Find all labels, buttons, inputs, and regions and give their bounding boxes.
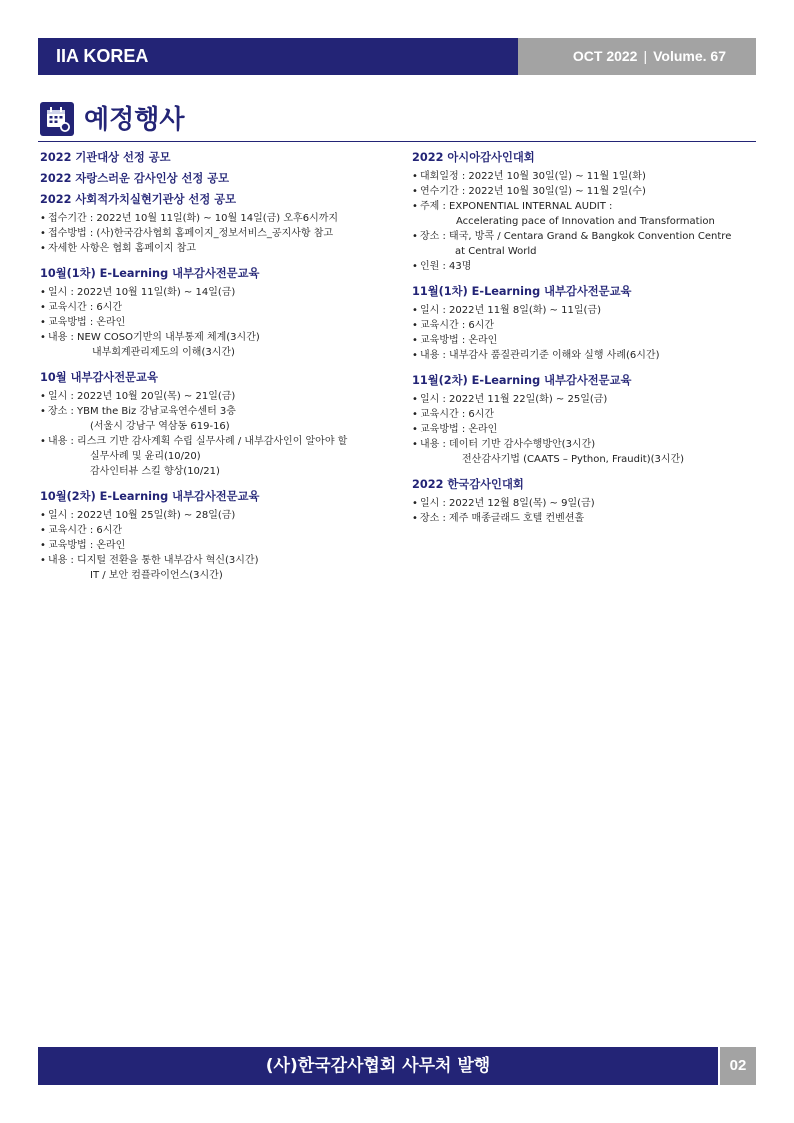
left-column [40,149,400,583]
list-item: • 일시 : 2022년 11월 22일(화) ~ 25일(금) [412,392,757,407]
publisher-label: (사)한국감사협회 사무처 발행 [38,1047,718,1085]
item-line: 전산감사기법 (CAATS – Python, Fraudit)(3시간) [462,454,685,465]
event-title-asia-conference: 2022 아시아감사인대회 [412,151,535,164]
item-line: • 내용 : 데이터 기반 감사수행방안(3시간) [420,439,596,450]
list-item: • 교육시간 : 6시간 [40,523,400,538]
item-line: IT / 보안 컴플라이언스(3시간) [90,570,223,581]
elearning-oct1-details [40,285,400,360]
list-item [40,434,400,479]
event-title-elearning-nov2: 11월(2차) E-Learning 내부감사전문교육 [412,374,632,387]
event-title-award-auditor: 2022 자랑스러운 감사인상 선정 공모 [40,172,230,185]
issue-separator: | [643,48,648,64]
list-item [40,553,400,583]
list-item: • 인원 : 43명 [412,259,757,274]
list-item: • 대회일정 : 2022년 10월 30일(일) ~ 11월 1일(화) [412,169,757,184]
section-divider [38,141,756,142]
list-item: • 일시 : 2022년 10월 25일(화) ~ 28일(금) [40,508,400,523]
issue-info [518,38,756,75]
korea-conference-details [412,496,757,526]
list-item: • 일시 : 2022년 12월 8일(목) ~ 9일(금) [412,496,757,511]
item-line: • 장소 : YBM the Biz 강남교육연수센터 3층 [48,406,236,417]
award-details [40,211,400,256]
list-item: • 일시 : 2022년 10월 20일(목) ~ 21일(금) [40,389,400,404]
item-line: 감사인터뷰 스킬 향상(10/21) [90,466,220,477]
asia-conference-details [412,169,757,274]
list-item: • 접수방법 : (사)한국감사협회 홈페이지_정보서비스_공지사항 참고 [40,226,400,241]
item-line: • 장소 : 태국, 방콕 / Centara Grand & Bangkok Convention Centre [420,231,732,242]
event-title-elearning-oct1: 10월(1차) E-Learning 내부감사전문교육 [40,267,260,280]
item-line: 내부회계관리제도의 이해(3시간) [92,347,235,358]
list-item: • 연수기간 : 2022년 10월 30일(일) ~ 11월 2일(수) [412,184,757,199]
list-item: • 교육방법 : 온라인 [40,315,400,330]
oct-course-details [40,389,400,479]
event-title-elearning-oct2: 10월(2차) E-Learning 내부감사전문교육 [40,490,260,503]
list-item: • 교육시간 : 6시간 [412,407,757,422]
item-line: • 주제 : EXPONENTIAL INTERNAL AUDIT : [420,201,613,212]
footer-bar [38,1047,756,1085]
item-line: • 내용 : 디지털 전환을 통한 내부감사 혁신(3시간) [48,555,259,566]
list-item: • 교육시간 : 6시간 [412,318,757,333]
list-item: • 내용 : 내부감사 품질관리기준 이해와 실행 사례(6시간) [412,348,757,363]
list-item [412,199,757,229]
list-item [40,330,400,360]
brand-label: IIA KOREA [38,38,518,75]
list-item: • 자세한 사항은 협회 홈페이지 참고 [40,241,400,256]
elearning-nov1-details [412,303,757,363]
header-bar [38,38,756,75]
item-line: • 내용 : NEW COSO기반의 내부통제 체계(3시간) [48,332,260,343]
issue-date: OCT 2022 [572,48,638,64]
list-item [40,404,400,434]
event-title-award-org: 2022 기관대상 선정 공모 [40,151,171,164]
list-item: • 교육방법 : 온라인 [412,333,757,348]
event-title-oct-course: 10월 내부감사전문교육 [40,371,158,384]
list-item: • 접수기간 : 2022년 10월 11일(화) ~ 10월 14일(금) 오후6시까지 [40,211,400,226]
item-line: 실무사례 및 윤리(10/20) [90,451,201,462]
item-line: at Central World [455,246,537,257]
elearning-nov2-details [412,392,757,467]
right-column [412,149,757,526]
item-line: • 내용 : 리스크 기반 감사계획 수립 실무사례 / 내부감사인이 알아야 할 [48,436,348,447]
item-line: Accelerating pace of Innovation and Transformation [456,216,715,227]
list-item: • 교육방법 : 온라인 [40,538,400,553]
list-item [412,229,757,259]
list-item: • 교육방법 : 온라인 [412,422,757,437]
list-item: • 교육시간 : 6시간 [40,300,400,315]
event-title-elearning-nov1: 11월(1차) E-Learning 내부감사전문교육 [412,285,632,298]
list-item: • 일시 : 2022년 10월 11일(화) ~ 14일(금) [40,285,400,300]
list-item: • 일시 : 2022년 11월 8일(화) ~ 11일(금) [412,303,757,318]
elearning-oct2-details [40,508,400,583]
item-line: (서울시 강남구 역삼동 619-16) [90,421,230,432]
event-title-korea-conference: 2022 한국감사인대회 [412,478,524,491]
event-title-award-social: 2022 사회적가치실현기관상 선정 공모 [40,193,237,206]
calendar-icon [40,102,74,136]
issue-volume: Volume. 67 [653,48,726,64]
list-item [412,437,757,467]
page-number: 02 [720,1047,756,1085]
page-title: 예정행사 [84,105,185,135]
list-item: • 장소 : 제주 매종글래드 호텔 컨벤션홀 [412,511,757,526]
